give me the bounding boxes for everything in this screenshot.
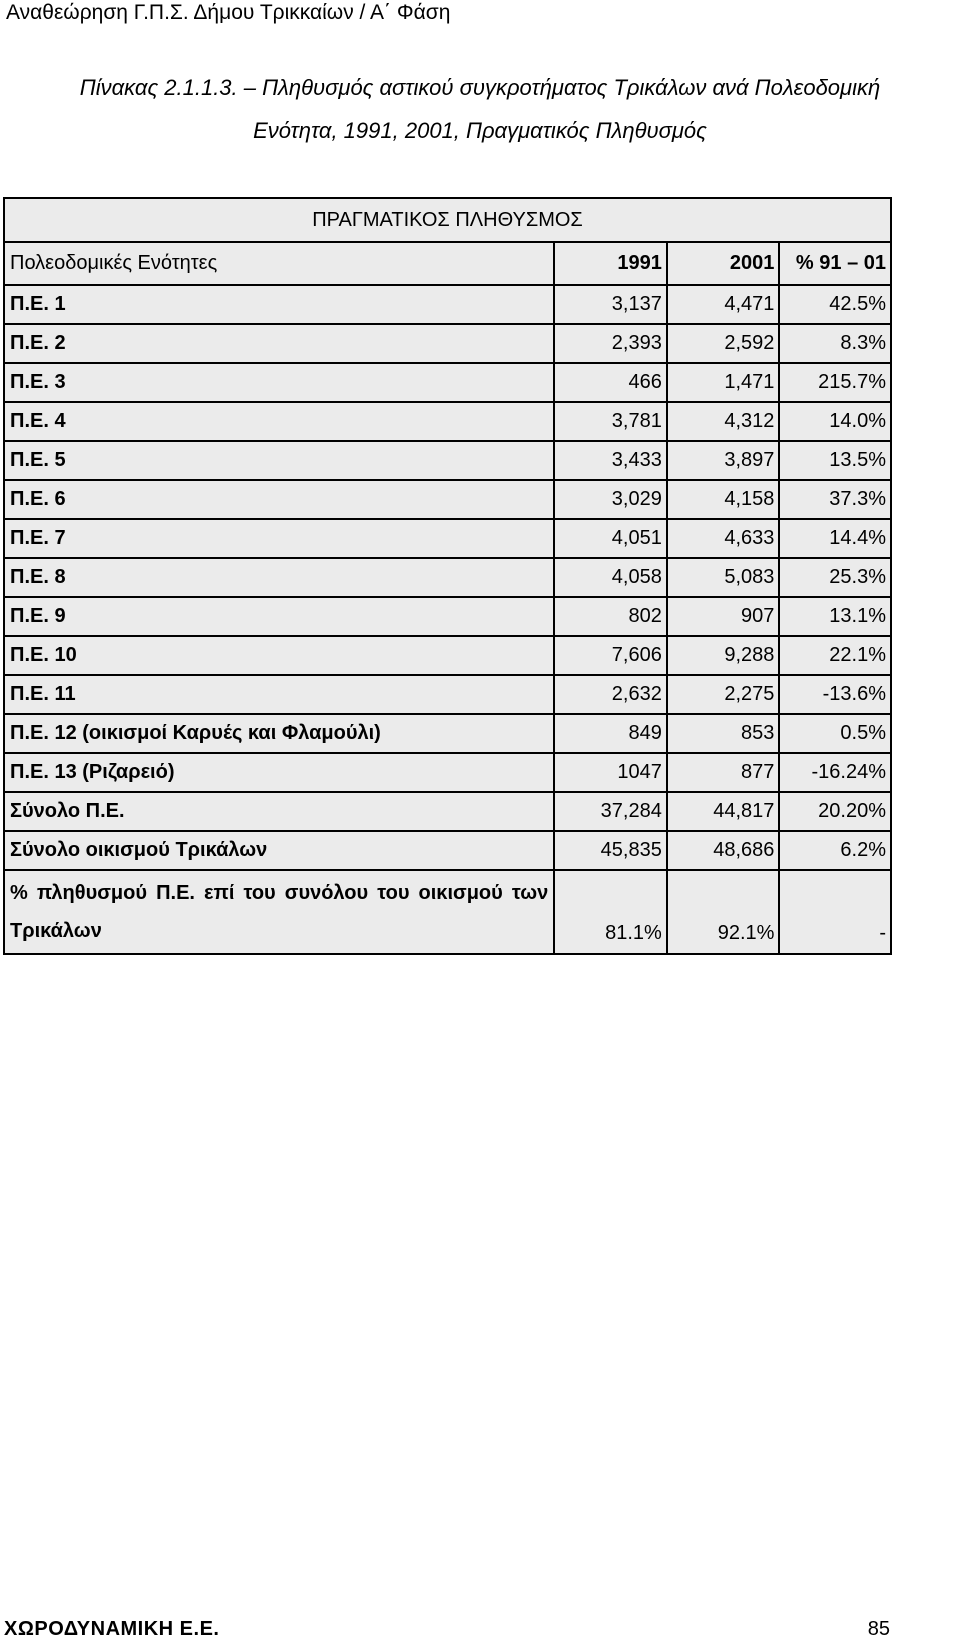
population-2001-cell: 48,686: [667, 831, 780, 870]
footer-company-name: ΧΩΡΟΔΥΝΑΜΙΚΗ Ε.Ε.: [4, 1618, 220, 1640]
unit-cell: Π.Ε. 4: [4, 402, 554, 441]
population-1991-cell: 37,284: [554, 792, 667, 831]
table-row: [4, 558, 891, 597]
change-percent-cell: 25.3%: [779, 558, 891, 597]
unit-cell: Σύνολο Π.Ε.: [4, 792, 554, 831]
change-percent-cell: 0.5%: [779, 714, 891, 753]
table-row: [4, 363, 891, 402]
change-percent-cell: 22.1%: [779, 636, 891, 675]
change-percent-cell: -16.24%: [779, 753, 891, 792]
unit-cell: Π.Ε. 10: [4, 636, 554, 675]
table-group-header-row: [4, 198, 891, 242]
population-1991-cell: 2,393: [554, 324, 667, 363]
population-1991-cell: 849: [554, 714, 667, 753]
unit-cell: Σύνολο οικισμού Τρικάλων: [4, 831, 554, 870]
population-2001-cell: 2,275: [667, 675, 780, 714]
population-2001-cell: 5,083: [667, 558, 780, 597]
population-2001-cell: 92.1%: [667, 870, 780, 954]
table-row: [4, 597, 891, 636]
population-2001-cell: 9,288: [667, 636, 780, 675]
population-1991-cell: 3,433: [554, 441, 667, 480]
table-row: [4, 480, 891, 519]
population-1991-cell: 3,029: [554, 480, 667, 519]
table-caption-line-1: Πίνακας 2.1.1.3. – Πληθυσμός αστικού συγκροτήματος Τρικάλων ανά Πολεοδομική: [79, 75, 881, 100]
change-percent-cell: 8.3%: [779, 324, 891, 363]
table-caption-line-2: Ενότητα, 1991, 2001, Πραγματικός Πληθυσμός: [253, 118, 707, 143]
table-row: [4, 675, 891, 714]
population-2001-cell: 877: [667, 753, 780, 792]
population-1991-cell: 3,781: [554, 402, 667, 441]
document-header: Αναθεώρηση Γ.Π.Σ. Δήμου Τρικκαίων / Α΄ Φάση: [6, 1, 451, 24]
change-percent-cell: -: [779, 870, 891, 954]
unit-cell: Π.Ε. 8: [4, 558, 554, 597]
change-percent-cell: 42.5%: [779, 285, 891, 324]
population-1991-cell: 466: [554, 363, 667, 402]
population-2001-cell: 4,471: [667, 285, 780, 324]
column-header-change: % 91 – 01: [779, 242, 891, 285]
unit-cell: Π.Ε. 12 (οικισμοί Καρυές και Φλαμούλι): [4, 714, 554, 753]
population-1991-cell: 4,058: [554, 558, 667, 597]
page-number: 85: [867, 1618, 890, 1640]
table-row: [4, 792, 891, 831]
table-row: [4, 831, 891, 870]
table-row: [4, 519, 891, 558]
unit-cell: % πληθυσμού Π.Ε. επί του συνόλου του οικισμού των Τρικάλων: [4, 870, 554, 954]
unit-cell: Π.Ε. 6: [4, 480, 554, 519]
change-percent-cell: 13.5%: [779, 441, 891, 480]
population-2001-cell: 1,471: [667, 363, 780, 402]
column-header-units: Πολεοδομικές Ενότητες: [4, 242, 554, 285]
population-2001-cell: 44,817: [667, 792, 780, 831]
population-2001-cell: 4,312: [667, 402, 780, 441]
unit-cell: Π.Ε. 9: [4, 597, 554, 636]
unit-cell: Π.Ε. 2: [4, 324, 554, 363]
table-row-share: [4, 870, 891, 954]
population-2001-cell: 853: [667, 714, 780, 753]
table-row: [4, 714, 891, 753]
change-percent-cell: 14.4%: [779, 519, 891, 558]
change-percent-cell: 215.7%: [779, 363, 891, 402]
unit-cell: Π.Ε. 11: [4, 675, 554, 714]
table-row: [4, 441, 891, 480]
group-header-cell: ΠΡΑΓΜΑΤΙΚΟΣ ΠΛΗΘΥΣΜΟΣ: [4, 198, 891, 242]
population-1991-cell: 2,632: [554, 675, 667, 714]
table-row: [4, 402, 891, 441]
change-percent-cell: 13.1%: [779, 597, 891, 636]
table-row: [4, 324, 891, 363]
population-table: [3, 197, 892, 955]
population-2001-cell: 907: [667, 597, 780, 636]
population-1991-cell: 3,137: [554, 285, 667, 324]
column-header-2001: 2001: [667, 242, 780, 285]
change-percent-cell: 6.2%: [779, 831, 891, 870]
table-row: [4, 285, 891, 324]
change-percent-cell: 37.3%: [779, 480, 891, 519]
population-1991-cell: 81.1%: [554, 870, 667, 954]
population-2001-cell: 4,633: [667, 519, 780, 558]
table-row: [4, 753, 891, 792]
change-percent-cell: 20.20%: [779, 792, 891, 831]
population-1991-cell: 45,835: [554, 831, 667, 870]
population-2001-cell: 4,158: [667, 480, 780, 519]
table-row: [4, 636, 891, 675]
population-2001-cell: 2,592: [667, 324, 780, 363]
population-1991-cell: 4,051: [554, 519, 667, 558]
unit-cell: Π.Ε. 3: [4, 363, 554, 402]
population-1991-cell: 1047: [554, 753, 667, 792]
unit-cell: Π.Ε. 5: [4, 441, 554, 480]
population-1991-cell: 7,606: [554, 636, 667, 675]
change-percent-cell: -13.6%: [779, 675, 891, 714]
unit-cell: Π.Ε. 7: [4, 519, 554, 558]
unit-cell: Π.Ε. 1: [4, 285, 554, 324]
table-column-header-row: [4, 242, 891, 285]
change-percent-cell: 14.0%: [779, 402, 891, 441]
column-header-1991: 1991: [554, 242, 667, 285]
population-2001-cell: 3,897: [667, 441, 780, 480]
population-1991-cell: 802: [554, 597, 667, 636]
unit-cell: Π.Ε. 13 (Ριζαρειό): [4, 753, 554, 792]
